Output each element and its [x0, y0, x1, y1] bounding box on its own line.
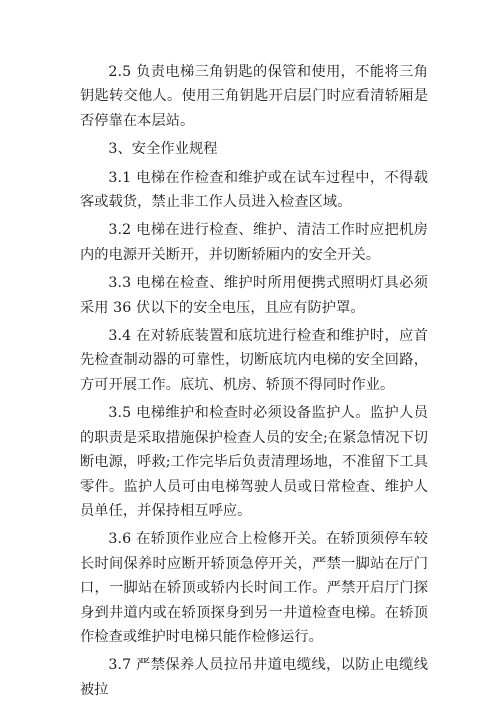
section-heading-3: 3、安全作业规程	[108, 141, 218, 158]
paragraph-3-7: 3.7 严禁保养人员拉吊井道电缆线，以防止电缆线被拉	[80, 657, 428, 698]
paragraph-3-3: 3.3 电梯在检查、维护时所用便携式照明灯具必须采用 36 伏以下的安全电压，且应有防护罩。	[80, 275, 428, 316]
paragraph-3-1: 3.1 电梯在作检查和维护或在试车过程中，不得载客或载货，禁止非工作人员进入检查区域。	[80, 169, 428, 211]
paragraph-3-5: 3.5 电梯维护和检查时必须设备监护人。监护人员的职责是采取措施保护检查人员的安全;在紧急情况下切断电源，呼救;工作完毕后负责清理场地，不准留下工具零件。监护人员可由电梯驾驶人员或日常检查、维护人员单任，并保持相互呼应。	[80, 405, 428, 519]
paragraph-3-4: 3.4 在对轿底装置和底坑进行检查和维护时，应首先检查制动器的可靠性，切断底坑内电梯的安全回路，方可开展工作。底坑、机房、轿顶不得同时作业。	[80, 328, 428, 393]
paragraph-3-2: 3.2 电梯在进行检查、维护、清洁工作时应把机房内的电源开关断开，并切断轿厢内的安全开关。	[80, 222, 428, 263]
paragraph-3-6: 3.6 在轿顶作业应合上检修开关。在轿顶须停车较长时间保养时应断开轿顶急停开关，严禁一脚站在厅门口，一脚站在轿顶或轿内长时间工作。严禁开启厅门探身到井道内或在轿顶探身到另一井道检查电梯。在轿顶作检查或维护时电梯只能作检修运行。	[80, 531, 428, 645]
document-body	[80, 60, 428, 706]
paragraph-2-5: 2.5 负责电梯三角钥匙的保管和使用，不能将三角钥匙转交他人。使用三角钥匙开启层门时应看清轿厢是否停靠在本层站。	[80, 64, 428, 129]
